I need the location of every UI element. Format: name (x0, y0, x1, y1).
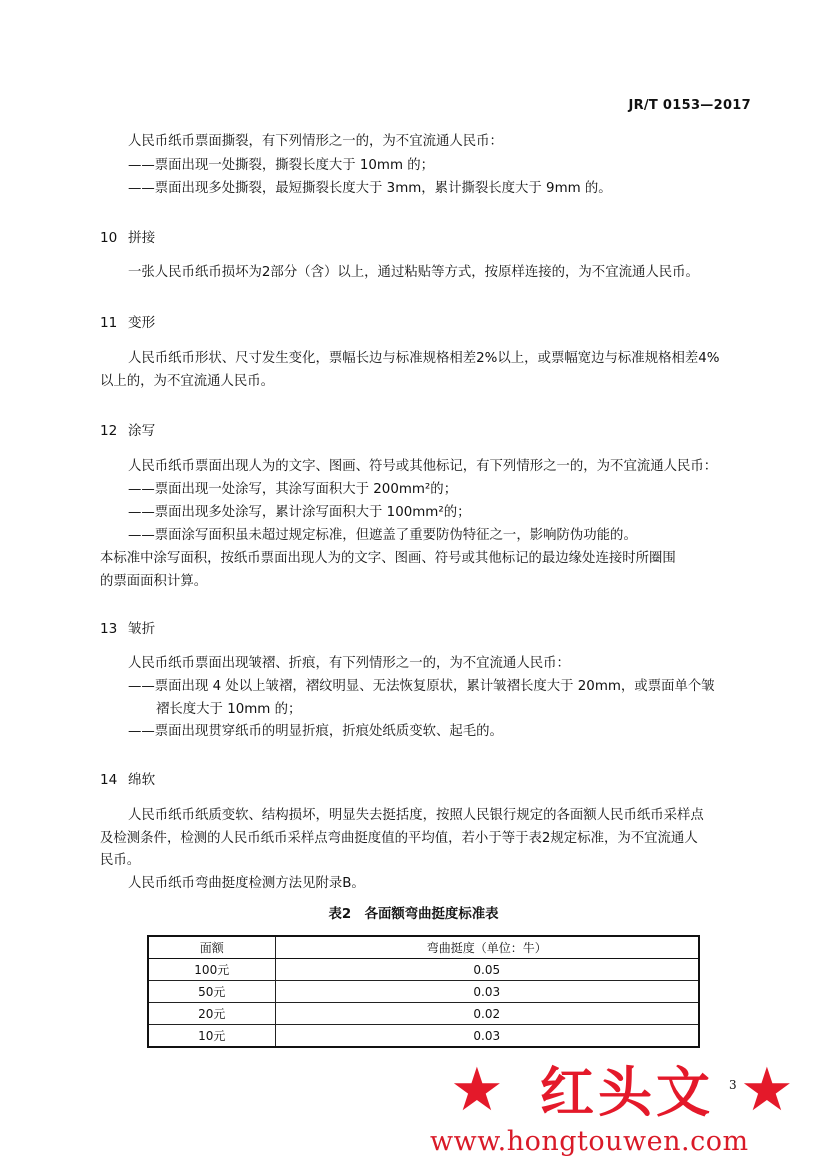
section-10-text: 一张人民币纸币损坏为2部分（含）以上，通过粘贴等方式，按原样连接的，为不宜流通人民币。 (128, 265, 699, 280)
section-12-intro: 人民币纸币票面出现人为的文字、图画、符号或其他标记，有下列情形之一的，为不宜流通人民币： (128, 459, 718, 474)
watermark (420, 1055, 810, 1160)
table-row (148, 1025, 699, 1048)
section-number: 12 (100, 423, 118, 439)
cell-denomination: 50元 (148, 981, 275, 1003)
table-row (148, 1003, 699, 1025)
section-14-line-4: 人民币纸币弯曲挺度检测方法见附录B。 (128, 876, 365, 891)
section-14-line-1: 人民币纸币纸质变软、结构损坏，明显失去挺括度，按照人民银行规定的各面额人民币纸币采样点 (128, 808, 704, 823)
section-number: 10 (100, 230, 118, 246)
header-stiffness: 弯曲挺度（单位：牛） (275, 936, 699, 959)
section-12-item-3: ——票面涂写面积虽未超过规定标准，但遮盖了重要防伪特征之一，影响防伪功能的。 (128, 528, 637, 543)
section-title: 绵软 (128, 772, 156, 788)
cell-denomination: 20元 (148, 1003, 275, 1025)
section-13-intro: 人民币纸币票面出现皱褶、折痕，有下列情形之一的，为不宜流通人民币： (128, 656, 570, 671)
star-icon: ★ (450, 1055, 504, 1125)
header-denomination: 面额 (148, 936, 275, 959)
section-13-item-2: ——票面出现贯穿纸币的明显折痕，折痕处纸质变软、起毛的。 (128, 724, 503, 739)
section-13-item-1a: ——票面出现 4 处以上皱褶，褶纹明显、无法恢复原状，累计皱褶长度大于 20mm，或票面单个皱 (128, 679, 715, 694)
table-row (148, 981, 699, 1003)
watermark-url: www.hongtouwen.com (430, 1126, 749, 1157)
section-14-heading (100, 768, 155, 788)
section-13-heading (100, 617, 155, 637)
section-title: 皱折 (128, 621, 156, 637)
section-12-note-1: 本标准中涂写面积，按纸币票面出现人为的文字、图画、符号或其他标记的最边缘处连接时所圈围 (100, 551, 676, 566)
section-12-heading (100, 419, 155, 439)
section-title: 变形 (128, 315, 156, 331)
section-title: 拼接 (128, 230, 156, 246)
section-10-heading (100, 226, 155, 246)
section-14-line-2: 及检测条件，检测的人民币纸币采样点弯曲挺度值的平均值，若小于等于表2规定标准，为不宜流通人 (100, 831, 698, 846)
section-11-line-1: 人民币纸币形状、尺寸发生变化，票幅长边与标准规格相差2%以上，或票幅宽边与标准规格相差4% (128, 351, 720, 366)
section-number: 11 (100, 315, 118, 331)
section-number: 14 (100, 772, 118, 788)
watermark-text: 红头文 (540, 1060, 714, 1124)
cell-stiffness: 0.05 (275, 959, 699, 981)
cell-denomination: 100元 (148, 959, 275, 981)
tear-item-2: ——票面出现多处撕裂，最短撕裂长度大于 3mm，累计撕裂长度大于 9mm 的。 (128, 181, 612, 196)
section-number: 13 (100, 621, 118, 637)
tear-item-1: ——票面出现一处撕裂，撕裂长度大于 10mm 的； (128, 158, 435, 173)
section-12-note-2: 的票面面积计算。 (100, 574, 208, 589)
cell-stiffness: 0.02 (275, 1003, 699, 1025)
star-icon: ★ (740, 1055, 794, 1125)
section-12-item-1: ——票面出现一处涂写，其涂写面积大于 200mm²的； (128, 482, 458, 497)
section-13-item-1b: 褶长度大于 10mm 的； (156, 702, 302, 717)
section-12-item-2: ——票面出现多处涂写，累计涂写面积大于 100mm²的； (128, 505, 471, 520)
table-row (148, 959, 699, 981)
section-11-heading (100, 311, 155, 331)
doc-code: JR/T 0153—2017 (628, 98, 751, 113)
section-11-line-2: 以上的，为不宜流通人民币。 (100, 374, 275, 389)
table-caption: 表2 各面额弯曲挺度标准表 (328, 907, 499, 922)
cell-stiffness: 0.03 (275, 981, 699, 1003)
stiffness-table (147, 935, 700, 1048)
section-14-line-3: 民币。 (100, 853, 141, 868)
section-title: 涂写 (128, 423, 156, 439)
cell-stiffness: 0.03 (275, 1025, 699, 1048)
page-number: 3 (729, 1078, 737, 1092)
tear-intro: 人民币纸币票面撕裂，有下列情形之一的，为不宜流通人民币： (128, 134, 503, 149)
table-header-row (148, 936, 699, 959)
cell-denomination: 10元 (148, 1025, 275, 1048)
